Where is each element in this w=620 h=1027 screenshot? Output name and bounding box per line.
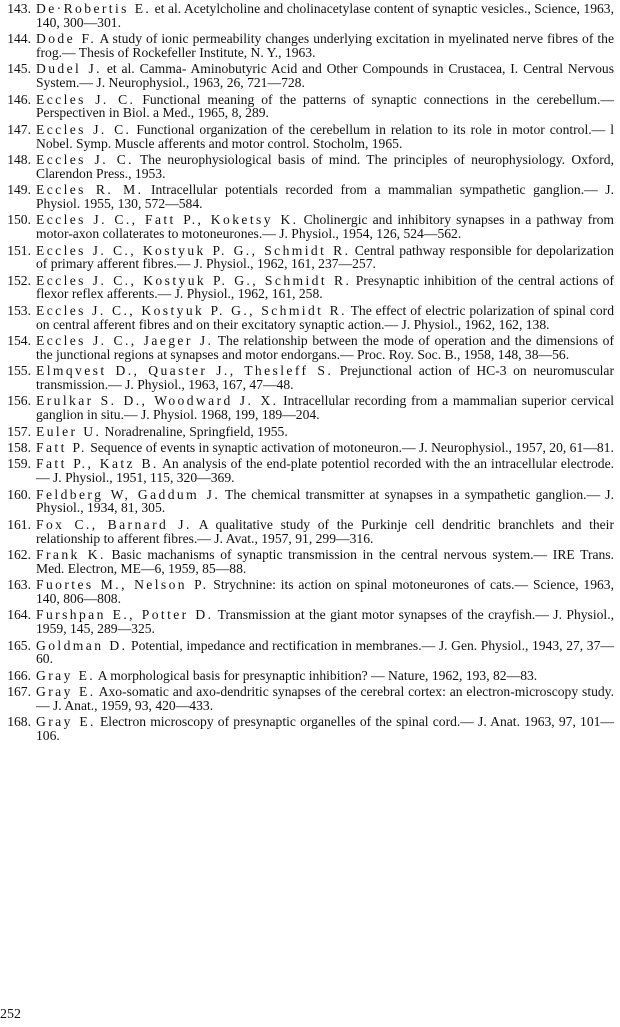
reference-number: 153. xyxy=(7,302,31,318)
reference-item xyxy=(0,457,614,485)
reference-item xyxy=(0,304,614,332)
reference-authors: Fuortes M., Nelson P. xyxy=(36,577,209,593)
reference-authors: Eccles J. C. xyxy=(36,151,134,167)
reference-number: 168. xyxy=(7,714,31,730)
reference-number: 152. xyxy=(7,272,31,288)
reference-authors: Eccles J. C., Jaeger J. xyxy=(36,333,214,349)
reference-text: Axo-somatic and axo-dendritic synapses of the cerebral cortex: an electron-microscopy study.— J. Anat., 1959, 93, 420—433. xyxy=(36,684,614,713)
reference-item xyxy=(0,274,614,302)
reference-item xyxy=(0,715,614,743)
reference-text: Transmission at the giant motor synapses of the crayfish.— J. Physiol., 1959, 145, 289—325. xyxy=(36,607,614,637)
reference-number: 159. xyxy=(7,456,31,472)
reference-text: Sequence of events in synaptic activation of motoneuron.— J. Neurophysiol., 1957, 20, 61—81. xyxy=(86,440,614,456)
reference-authors: De·Robertis E. xyxy=(36,1,152,16)
reference-text: Intracellular potentials recorded from a mammalian sympathetic ganglion.— J. Physiol. 1955, 130, 572—584. xyxy=(36,182,614,211)
reference-number: 164. xyxy=(7,607,31,623)
reference-number: 147. xyxy=(7,121,31,137)
reference-item xyxy=(0,669,614,683)
reference-authors: Eccles J. C., Kostyuk P. G., Schmidt R. xyxy=(36,272,352,288)
reference-text: Central pathway responsible for depolarization of primary afferent fibres.— J. Physiol., 1962, 161, 237—257. xyxy=(36,242,614,272)
reference-text: et al. Acetylcholine and cholinacetylase content of synaptic vesicles., Science, 1963, 140, 300—301. xyxy=(36,1,614,30)
reference-number: 163. xyxy=(7,577,31,593)
reference-number: 166. xyxy=(7,667,31,683)
reference-number: 146. xyxy=(7,91,31,107)
reference-authors: Eccles J. C., Fatt P., Koketsy K. xyxy=(36,212,299,228)
reference-number: 144. xyxy=(7,31,31,47)
reference-number: 148. xyxy=(7,151,31,167)
reference-item xyxy=(0,153,614,181)
reference-authors: Euler U. xyxy=(36,423,102,439)
reference-text: Electron microscopy of presynaptic organelles of the spinal cord.— J. Anat. 1963, 97, 101—106. xyxy=(36,714,615,744)
reference-authors: Dode F. xyxy=(36,31,97,47)
reference-item xyxy=(0,488,614,516)
reference-number: 167. xyxy=(7,684,31,700)
reference-authors: Eccles J. C. xyxy=(36,91,136,107)
reference-text: Potential, impedance and rectification in membranes.— J. Gen. Physiol., 1943, 27, 37—60. xyxy=(36,637,614,667)
reference-text: Strychnine: its action on spinal motoneurones of cats.— Science, 1963, 140, 806—808. xyxy=(36,577,615,606)
reference-authors: Dudel J. xyxy=(36,61,102,77)
reference-number: 157. xyxy=(7,423,31,439)
reference-item xyxy=(0,123,614,151)
reference-authors: Gray E. xyxy=(36,684,96,700)
reference-text: The effect of electric polarization of spinal cord on central afferent fibres and on their excitatory synaptic action.— J. Physiol., 1962, 162, 138. xyxy=(36,302,614,332)
reference-number: 165. xyxy=(7,637,31,653)
reference-item xyxy=(0,639,614,667)
reference-authors: Fox C., Barnard J. xyxy=(36,516,192,532)
reference-item xyxy=(0,244,614,272)
reference-item xyxy=(0,441,614,455)
reference-item xyxy=(0,394,614,422)
reference-number: 158. xyxy=(7,440,31,456)
reference-authors: Gray E. xyxy=(36,714,96,730)
reference-authors: Goldman D. xyxy=(36,637,128,653)
reference-item xyxy=(0,608,614,636)
reference-text: Noradrenaline, Springfield, 1955. xyxy=(101,423,288,439)
reference-text: A qualitative study of the Purkinje cell dendritic branchlets and their relationship to afferent fibres.— J. Avat., 1957, 91, 299—316. xyxy=(36,516,614,546)
reference-authors: Erulkar S. D., Woodward J. X. xyxy=(36,393,279,409)
reference-authors: Eccles J. C. xyxy=(36,121,132,137)
reference-item xyxy=(0,548,614,576)
reference-number: 154. xyxy=(7,333,31,349)
reference-number: 160. xyxy=(7,486,31,502)
reference-text: Functional meaning of the patterns of synaptic connections in the cerebellum.— Perspectiven in Biol. a Med., 1965, 8, 289. xyxy=(36,91,614,121)
reference-number: 156. xyxy=(7,393,31,409)
reference-number: 161. xyxy=(7,516,31,532)
reference-item xyxy=(0,685,614,713)
reference-authors: Fatt P., Katz B. xyxy=(36,456,159,472)
reference-authors: Eccles J. C., Kostyuk P. G., Schmidt R. xyxy=(36,302,347,318)
reference-text: The neurophysiological basis of mind. The principles of neurophysiology. Oxford, Clarendon Press., 1953. xyxy=(36,151,614,181)
reference-number: 143. xyxy=(7,1,31,16)
reference-item xyxy=(0,334,614,362)
reference-number: 162. xyxy=(7,546,31,562)
reference-authors: Feldberg W, Gaddum J. xyxy=(36,486,221,502)
reference-item xyxy=(0,364,614,392)
reference-item xyxy=(0,518,614,546)
reference-text: A morphological basis for presynaptic inhibition? — Nature, 1962, 193, 82—83. xyxy=(95,667,538,683)
reference-item xyxy=(0,213,614,241)
reference-text: The chemical transmitter at synapses in a sympathetic ganglion.— J. Physiol., 1934, 81, 305. xyxy=(36,486,614,516)
reference-number: 151. xyxy=(7,242,31,258)
reference-item xyxy=(0,32,614,60)
reference-text: Presynaptic inhibition of the central actions of flexor reflex afferents.— J. Physiol., 1962, 161, 258. xyxy=(36,272,614,302)
reference-text: The relationship between the mode of operation and the dimensions of the junctional regions at synapses and motor endorgans.— Proc. Roy. Soc. B., 1958, 148, 38—56. xyxy=(36,333,614,362)
reference-text: Prejunctional action of HC-3 on neuromuscular transmission.— J. Physiol., 1963, 167, 47—48. xyxy=(36,363,614,393)
reference-text: et al. Camma- Aminobutyric Acid and Other Compounds in Crustacea, I. Central Nervous System.— J. Neurophysiol., 1963, 26, 721—728. xyxy=(36,61,614,91)
reference-text: An analysis of the end-plate potentiol recorded with the an intracellular electrode.— J. Physiol., 1951, 115, 320—369. xyxy=(36,456,614,486)
reference-authors: Gray E. xyxy=(36,667,96,683)
reference-authors: Fatt P. xyxy=(36,440,87,456)
reference-text: A study of ionic permeability changes underlying excitation in myelinated nerve fibres of the frog.— Thesis of Rockefeller Institute, N. Y., 1963. xyxy=(36,31,614,60)
reference-authors: Elmqvest D., Quaster J., Thesleff S. xyxy=(36,363,334,379)
reference-item xyxy=(0,62,614,90)
reference-text: Cholinergic and inhibitory synapses in a pathway from motor-axon collaterates to motoneurones.— J. Physiol., 1954, 126, 524—562. xyxy=(36,212,615,242)
reference-item xyxy=(0,183,614,211)
reference-item xyxy=(0,578,614,606)
reference-text: Functional organization of the cerebellum in relation to its role in motor control.— l Nobel. Symp. Muscle afferents and motor control. Stocholm, 1965. xyxy=(36,121,614,151)
reference-number: 155. xyxy=(7,363,31,379)
reference-text: Basic machanisms of synaptic transmission in the central nervous system.— IRE Trans. Med. Electron, ME—6, 1959, 85—88. xyxy=(36,546,614,576)
reference-authors: Eccles J. C., Kostyuk P. G., Schmidt R. xyxy=(36,242,351,258)
reference-authors: Frank K. xyxy=(36,546,106,562)
reference-authors: Furshpan E., Potter D. xyxy=(36,607,214,623)
reference-list xyxy=(0,2,614,743)
reference-text: Intracellular recording from a mammalian superior cervical ganglion in situ.— J. Physiol. 1968, 199, 189—204. xyxy=(36,393,614,423)
reference-number: 149. xyxy=(7,182,31,198)
reference-number: 145. xyxy=(7,61,31,77)
page-number: 252 xyxy=(0,1007,21,1022)
reference-item xyxy=(0,93,614,121)
reference-number: 150. xyxy=(7,212,31,228)
reference-item xyxy=(0,2,614,30)
reference-item xyxy=(0,425,614,439)
reference-authors: Eccles R. M. xyxy=(36,182,144,198)
